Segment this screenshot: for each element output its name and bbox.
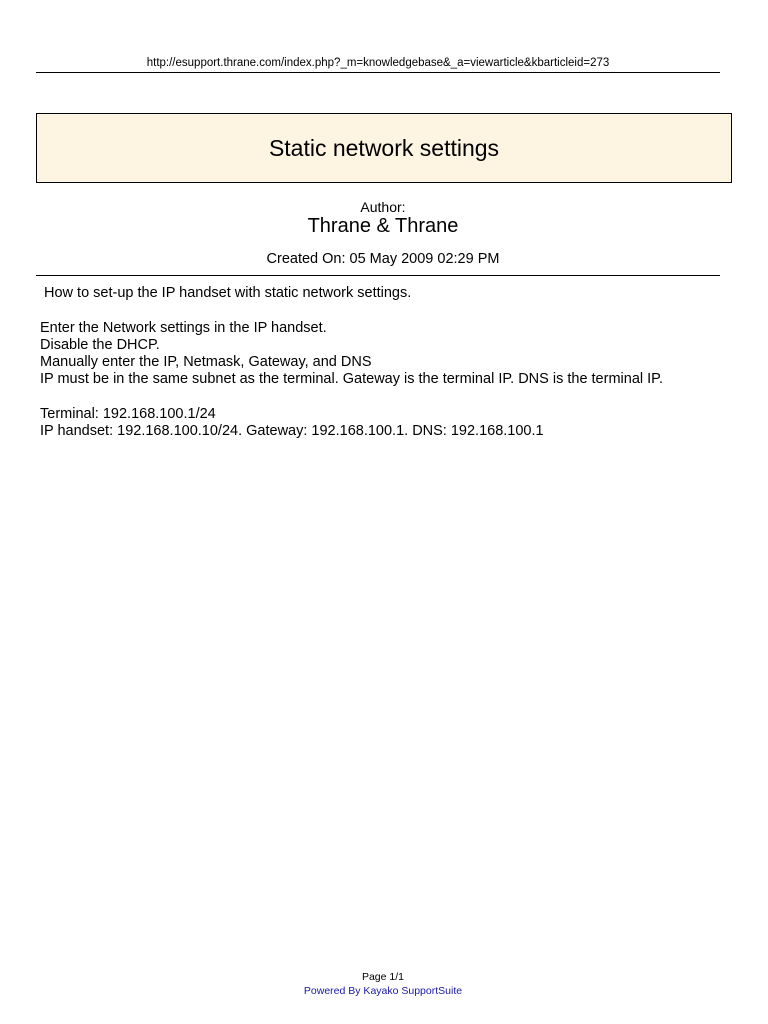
page-number: Page 1/1 [361, 971, 405, 983]
author-name: Thrane & Thrane [307, 215, 459, 237]
article-title: Static network settings [268, 135, 500, 161]
article-line: IP handset: 192.168.100.10/24. Gateway: 192.168.100.1. DNS: 192.168.100.1 [40, 423, 544, 439]
article-line: Manually enter the IP, Netmask, Gateway, and DNS [40, 354, 372, 370]
created-date: Created On: 05 May 2009 02:29 PM [266, 251, 500, 267]
article-intro: How to set-up the IP handset with static network settings. [44, 285, 412, 301]
article-line: IP must be in the same subnet as the terminal. Gateway is the terminal IP. DNS is the terminal IP. [40, 371, 663, 387]
powered-by-link[interactable]: Powered By Kayako SupportSuite [303, 985, 463, 997]
article-line: Enter the Network settings in the IP handset. [40, 320, 327, 336]
article-line: Disable the DHCP. [40, 337, 160, 353]
article-line: Terminal: 192.168.100.1/24 [40, 406, 216, 422]
content-divider [36, 275, 720, 276]
header-divider [36, 72, 720, 73]
title-box [36, 113, 732, 183]
author-label: Author: [360, 199, 406, 215]
source-url: http://esupport.thrane.com/index.php?_m=knowledgebase&_a=viewarticle&kbarticleid=273 [146, 57, 610, 69]
